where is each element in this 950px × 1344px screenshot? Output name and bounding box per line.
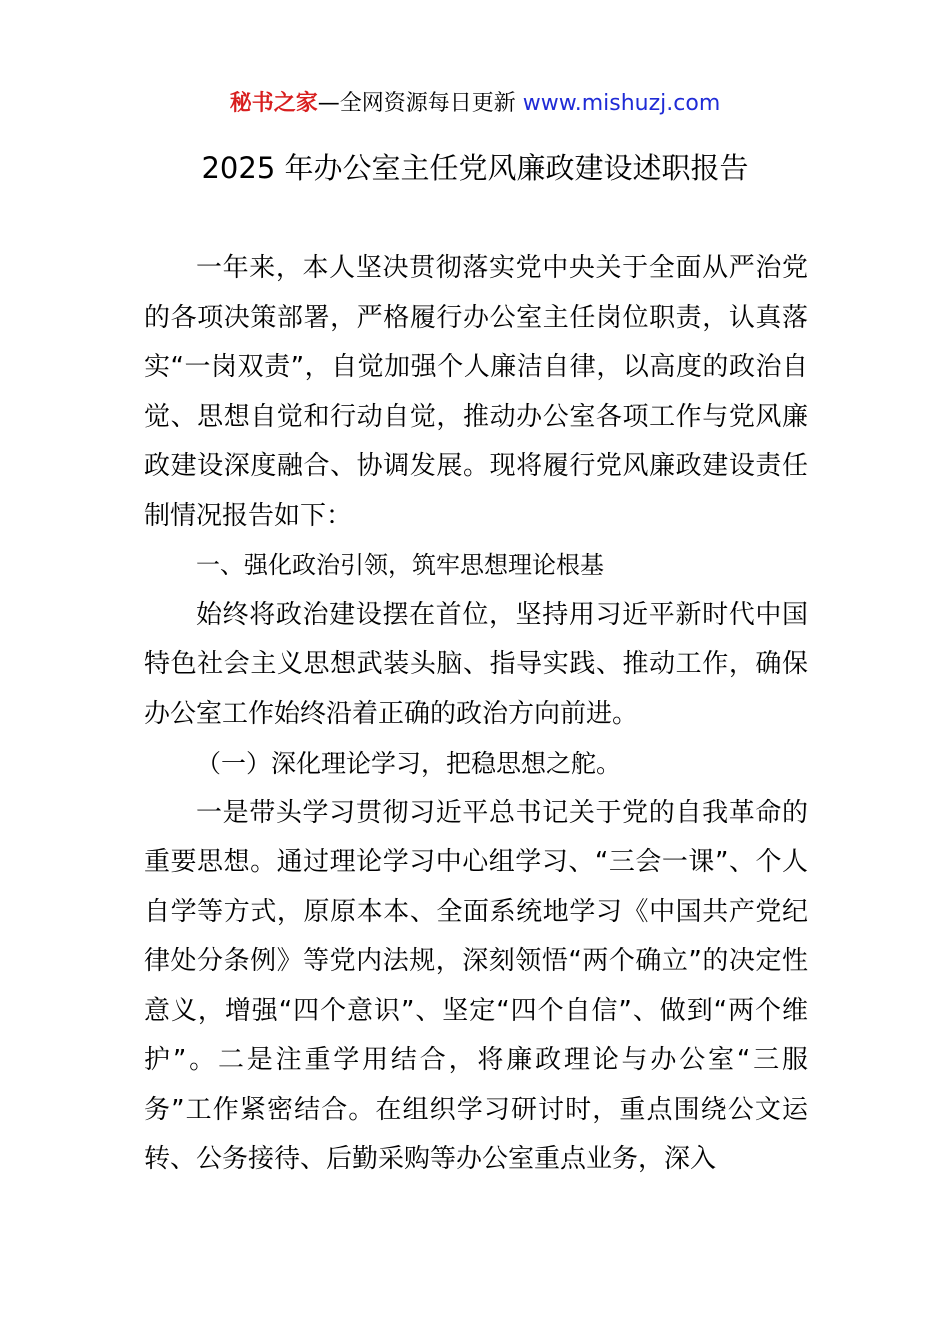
document-title: 2025 年办公室主任党风廉政建设述职报告 <box>201 151 749 185</box>
subsection-paragraph: 一是带头学习贯彻习近平总书记关于党的自我革命的重要思想。通过理论学习中心组学习、“三会一课”、个人自学等方式，原原本本、全面系统地学习《中国共产党纪律处分条例》等党内法规，深刻领悟“两个确立”的决定性意义，增强“四个意识”、坚定“四个自信”、做到“两个维护”。二是注重学用结合，将廉政理论与办公室“三服务”工作紧密结合。在组织学习研讨时，重点围绕公文运转、公务接待、后勤采购等办公室重点业务，深入 <box>144 797 808 1174</box>
site-header <box>0 86 950 122</box>
subsection-heading: （一）深化理论学习，把稳思想之舵。 <box>196 749 622 778</box>
site-url-link[interactable]: www.mishuzj.com <box>522 91 721 116</box>
document-body <box>144 244 808 1185</box>
section-heading: 一、强化政治引领，筑牢思想理论根基 <box>196 551 604 579</box>
section-paragraph: 始终将政治建设摆在首位，坚持用习近平新时代中国特色社会主义思想武装头脑、指导实践、推动工作，确保办公室工作始终沿着正确的政治方向前进。 <box>144 599 808 729</box>
site-tagline: —全网资源每日更新 <box>317 91 523 116</box>
site-brand: 秘书之家 <box>229 91 318 116</box>
intro-paragraph: 一年来，本人坚决贯彻落实党中央关于全面从严治党的各项决策部署，严格履行办公室主任岗位职责，认真落实“一岗双责”，自觉加强个人廉洁自律，以高度的政治自觉、思想自觉和行动自觉，推动办公室各项工作与党风廉政建设深度融合、协调发展。现将履行党风廉政建设责任制情况报告如下： <box>144 253 808 531</box>
